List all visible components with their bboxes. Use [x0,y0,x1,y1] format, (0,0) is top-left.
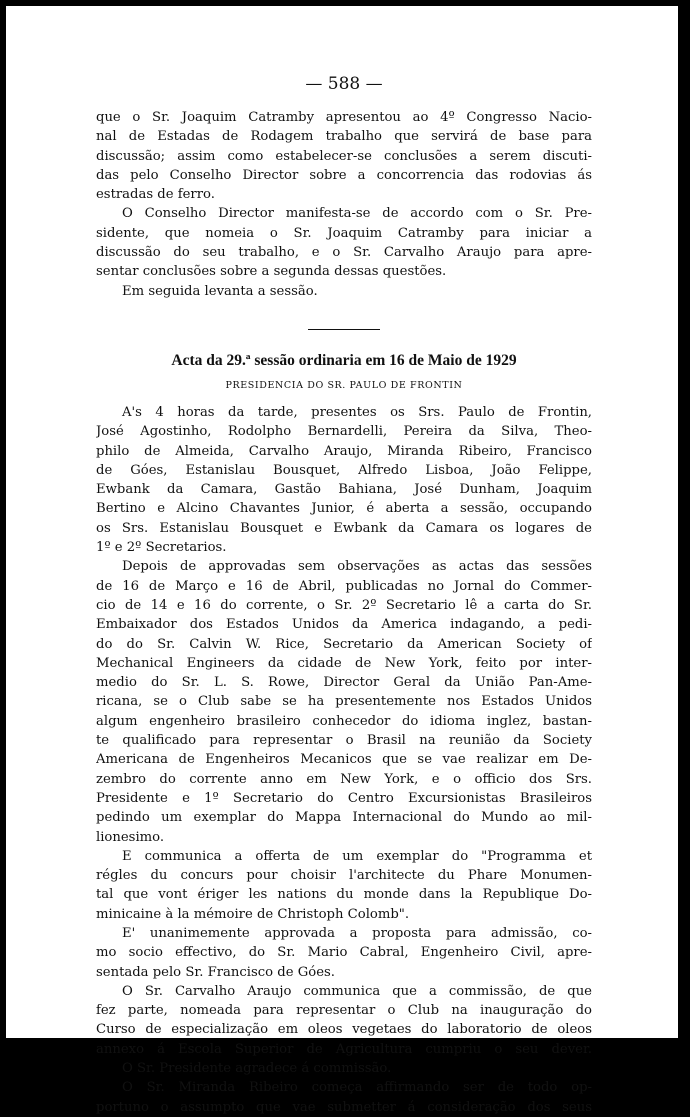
text-line: A's 4 horas da tarde, presentes os Srs. Paulo de Frontin, [122,404,592,420]
text-line: mo socio effectivo, do Sr. Mario Cabral, Engenheiro Civil, apre- [96,945,592,961]
text-line: de Góes, Estanislau Bousquet, Alfredo Lisboa, João Felippe, [96,462,592,478]
text-line: O Sr. Carvalho Araujo communica que a commissão, de que [122,983,592,999]
text-line: Mechanical Engineers da cidade de New York, feito por inter- [96,655,592,671]
text-line: portuno o assumpto que vae submetter á consideração dos seus [96,1099,592,1115]
text-line: das pelo Conselho Director sobre a concorrencia das rodovias ás [96,167,592,183]
text-line: Ewbank da Camara, Gastão Bahiana, José Dunham, Joaquim [96,482,592,498]
page-content [96,74,592,1117]
text-line: sentada pelo Sr. Francisco de Góes. [96,964,335,980]
text-line: Bertino e Alcino Chavantes Junior, é aberta a sessão, occupando [96,501,592,517]
text-line: ricana, se o Club sabe se ha presentemente nos Estados Unidos [96,694,592,710]
text-line: philo de Almeida, Carvalho Araujo, Miranda Ribeiro, Francisco [96,443,592,459]
text-line: discussão; assim como estabelecer-se conclusões a serem discuti- [96,148,592,164]
section-divider [308,329,380,330]
text-line: E' unanimemente approvada a proposta para admissão, co- [122,925,592,941]
text-line: algum engenheiro brasileiro conhecedor do idioma inglez, bastan- [96,713,592,729]
text-line: sentar conclusões sobre a segunda dessas questões. [96,264,447,280]
text-line: E communica a offerta de um exemplar do "Programma et [122,848,592,864]
presidency-heading: PRESIDENCIA DO SR. PAULO DE FRONTIN [225,379,463,391]
text-line: O Sr. Presidente agradece á commissão. [122,1061,392,1077]
text-line: O Sr. Miranda Ribeiro começa affirmando ser de todo op- [122,1080,592,1096]
act-title: Acta da 29.ª sessão ordinaria em 16 de Maio de 1929 [171,351,517,369]
text-line: Embaixador dos Estados Unidos da America indagando, a pedi- [96,617,592,633]
text-line: estradas de ferro. [96,187,215,203]
page [6,6,684,1115]
text-line: Presidente e 1º Secretario do Centro Excursionistas Brasileiros [96,790,592,806]
text-line: fez parte, nomeada para representar o Club na inauguração do [96,1003,592,1019]
page-number: — 588 — [305,74,383,94]
text-line: pedindo um exemplar do Mappa Internacional do Mundo ao mil- [96,810,592,826]
text-line: Em seguida levanta a sessão. [122,283,318,299]
text-line: sidente, que nomeia o Sr. Joaquim Catramby para iniciar a [96,225,592,241]
text-line: os Srs. Estanislau Bousquet e Ewbank da Camara os logares de [96,520,592,536]
act-body [96,403,592,1117]
text-line: que o Sr. Joaquim Catramby apresentou ao 4º Congresso Nacio- [96,110,592,125]
text-line: annexo á Escola Superior de Agricultura cumpriu o seu dever. [96,1041,592,1057]
text-line: tal que vont ériger les nations du monde dans la Republique Do- [96,887,592,903]
text-line: medio do Sr. L. S. Rowe, Director Geral da União Pan-Ame- [96,675,592,691]
text-line: Curso de especialização em oleos vegetaes do laboratorio de oleos [96,1022,592,1038]
text-line: te qualificado para representar o Brasil na reunião da Society [96,733,592,749]
text-line: lionesimo. [96,829,165,845]
text-line: Americana de Engenheiros Mecanicos que se vae realizar em De- [96,752,592,768]
text-line: régles du concurs pour choisir l'architecte du Phare Monumen- [96,868,592,884]
text-line: Depois de approvadas sem observações as actas das sessões [122,559,592,575]
text-line: minicaine à la mémoire de Christoph Colomb". [96,906,410,922]
text-line: do do Sr. Calvin W. Rice, Secretario da American Society of [96,636,592,652]
text-line: zembro do corrente anno em New York, e o officio dos Srs. [96,771,592,787]
text-line: José Agostinho, Rodolpho Bernardelli, Pereira da Silva, Theo- [96,424,592,440]
text-line: nal de Estadas de Rodagem trabalho que servirá de base para [96,129,592,145]
intro-text [96,108,592,301]
text-line: O Conselho Director manifesta-se de accordo com o Sr. Pre- [122,206,592,222]
text-line: 1º e 2º Secretarios. [96,540,227,556]
text-line: de 16 de Março e 16 de Abril, publicadas no Jornal do Commer- [96,578,592,594]
text-line: cio de 14 e 16 do corrente, o Sr. 2º Secretario lê a carta do Sr. [96,597,592,613]
text-line: discussão do seu trabalho, e o Sr. Carvalho Araujo para apre- [96,245,592,261]
